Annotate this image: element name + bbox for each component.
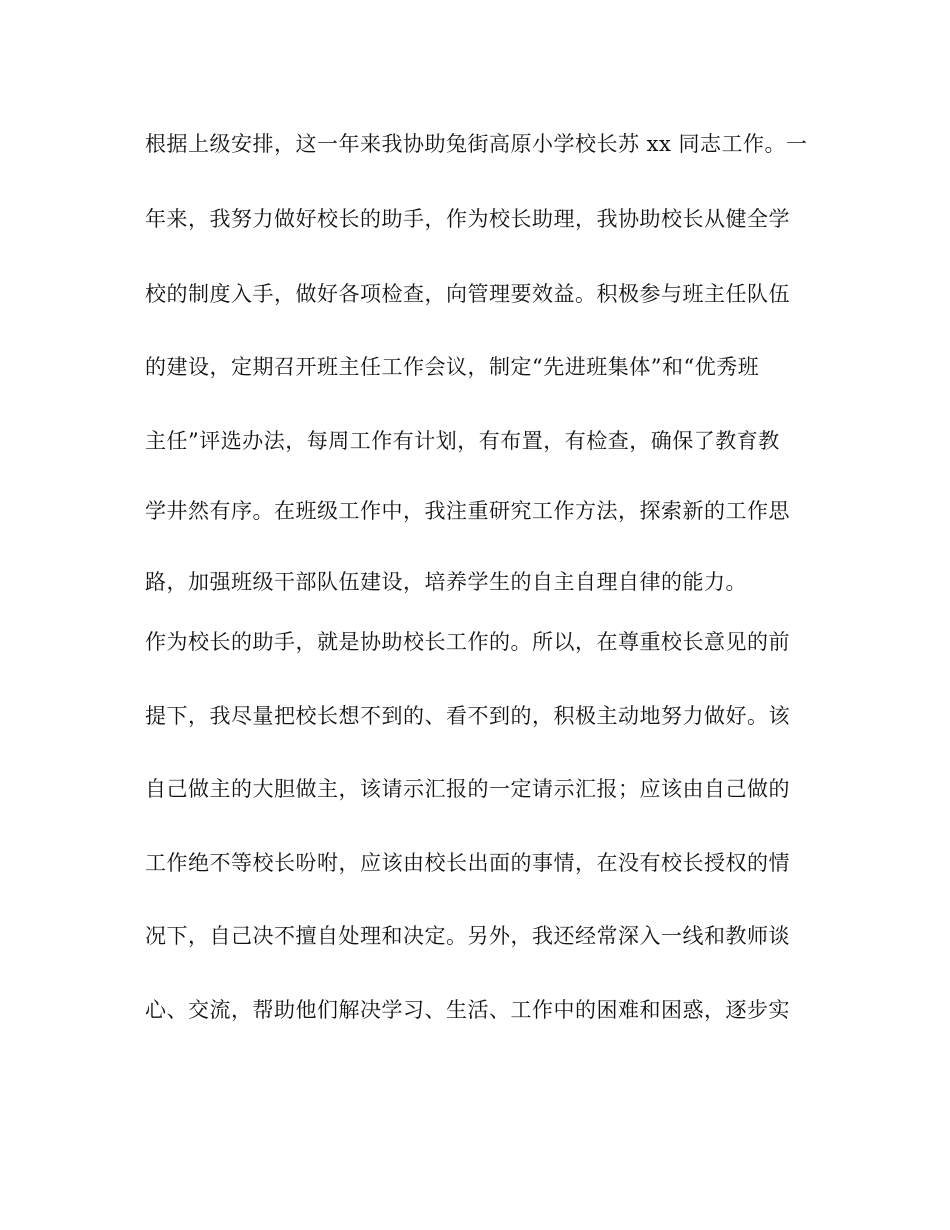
paragraph-2-line-4: 工作绝不等校长吩咐，应该由校长出面的事情，在没有校长授权的情 [145, 851, 790, 875]
paragraph-1-line-3: 校的制度入手，做好各项检查，向管理要效益。积极参与班主任队伍 [145, 282, 790, 306]
paragraph-1-line-7: 路，加强班级干部队伍建设，培养学生的自主自理自律的能力。 [145, 570, 747, 594]
paragraph-1-line-6: 学井然有序。在班级工作中，我注重研究工作方法，探索新的工作思 [145, 499, 790, 523]
paragraph-1-line-1: 根据上级安排，这一年来我协助兔街高原小学校长苏 xx 同志工作。一 [145, 132, 808, 156]
paragraph-2-line-2: 提下，我尽量把校长想不到的、看不到的，积极主动地努力做好。该 [145, 704, 790, 728]
paragraph-2-line-3: 自己做主的大胆做主，该请示汇报的一定请示汇报；应该由自己做的 [145, 777, 790, 801]
paragraph-2-line-6: 心、交流，帮助他们解决学习、生活、工作中的困难和困惑，逐步实 [145, 998, 790, 1022]
paragraph-1-line-5: 主任”评选办法，每周工作有计划，有布置，有检查，确保了教育教 [145, 429, 780, 453]
paragraph-1-line-2: 年来，我努力做好校长的助手，作为校长助理，我协助校长从健全学 [145, 207, 790, 231]
paragraph-2-line-5: 况下，自己决不擅自处理和决定。另外，我还经常深入一线和教师谈 [145, 924, 790, 948]
paragraph-1-line-4: 的建设，定期召开班主任工作会议，制定“先进班集体”和“优秀班 [145, 355, 760, 379]
paragraph-2-line-1: 作为校长的助手，就是协助校长工作的。所以，在尊重校长意见的前 [145, 630, 790, 654]
